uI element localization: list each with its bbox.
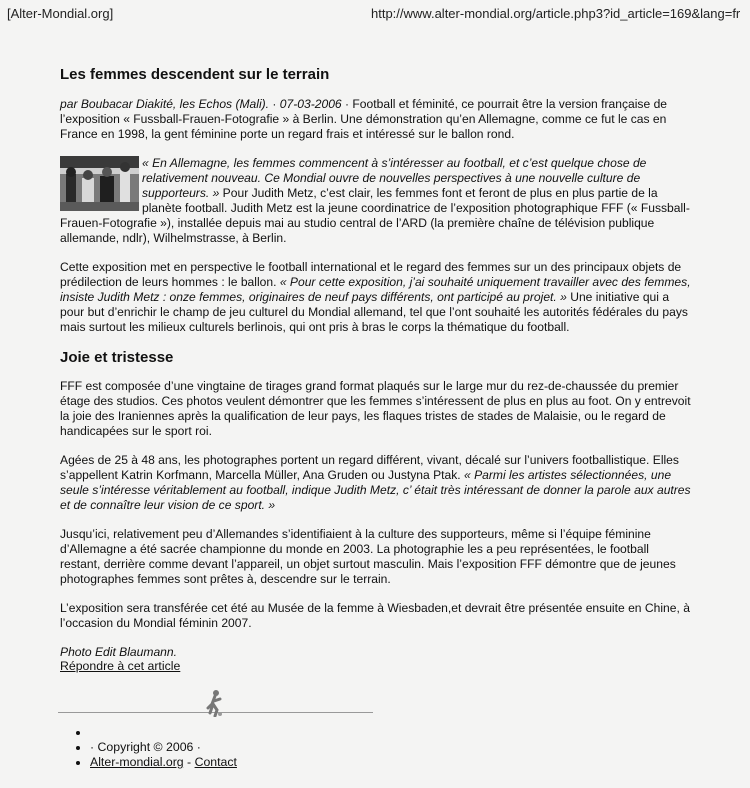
copyright-text: · Copyright © 2006 ·: [90, 740, 201, 754]
paragraph-4-start: Agées de 25 à 48 ans, les photographes portent un regard différent, vivant, décalé sur l’univers footballistique. Elles s’appellent Katrin Korfmann, Marcella Müller, Ana Gruden ou Justyna Ptak.: [60, 453, 679, 482]
article-photo: [60, 156, 139, 211]
reply-link[interactable]: Répondre à cet article: [60, 659, 181, 673]
footer-item-copyright: [90, 740, 237, 755]
byline-author: par Boubacar Diakité, les Echos (Mali).: [60, 97, 270, 111]
contact-link[interactable]: Contact: [194, 755, 237, 769]
paragraph-2-end: Une initiative qui a pour but d’enrichir le champ de jeu culturel du Mondial allemand, tel que l’ont souhaité les autorités fédérales du pays mais surtout les milieux culturels berlinois, qui ont pris à bras le corps la thématique du football.: [60, 290, 688, 334]
page-url: http://www.alter-mondial.org/article.php3?id_article=169&lang=fr: [371, 6, 741, 21]
quote-3: « Parmi les artistes sélectionnées, une seule s’intéresse véritablement au football, indique Judith Metz, c’ était très intéressant de donner la parole aux autres et de connaître leur vision de ce sport. »: [60, 468, 691, 512]
intro-text: · Football et féminité, ce pourrait être la version française de l’exposition « Fussball-Frauen-Fotografie » à Berlin. Une démonstration qu’en Allemagne, comme ce fut le cas en France en 1998, la gent féminine porte un regard frais et intéressé sur le ballon rond.: [60, 97, 668, 141]
footer-item-links: [90, 755, 237, 770]
site-label: [Alter-Mondial.org]: [7, 6, 114, 21]
article-intro: [60, 97, 692, 142]
article-date: 07-03-2006: [279, 97, 342, 111]
footer-item-empty: [90, 725, 237, 740]
footer-list: [80, 725, 237, 770]
paragraph-5: Jusqu’ici, relativement peu d’Allemandes s’identifiaient à la culture des supporteurs, même si l’équipe féminine d’Allemagne a été sacrée championne du monde en 2003. La photographie les a peu représentées, le football restant, derrière comme devant l’appareil, un objet surtout masculin. Mais l’exposition FFF démontre que de jeunes photographes femmes sont prêtes à, descendre sur le terrain.: [60, 527, 676, 586]
photo-credit: Photo Edit Blaumann.: [60, 645, 177, 659]
byline-separator: ·: [269, 97, 280, 111]
paragraph-1-text: Pour Judith Metz, c’est clair, les femmes font et feront de plus en plus partie de la planète football. Judith Metz est la jeune coordinatrice de l’exposition photographique FFF (« Fussball-Frauen-Fotografie »), installée depuis mai au studio central de l’ARD (la première chaîne de télévision publique allemande, ndlr), Wilhelmstrasse, à Berlin.: [60, 186, 690, 245]
quote-2: « Pour cette exposition, j’ai souhaité uniquement travailler avec des femmes, insiste Judith Metz : onze femmes, originaires de neuf pays différents, ont participé au projet. »: [60, 275, 691, 304]
section-title: Joie et tristesse: [60, 349, 174, 366]
footer: [80, 725, 237, 770]
paragraph-1: [60, 156, 692, 246]
soccer-player-icon: [205, 689, 225, 717]
paragraph-3: FFF est composée d’une vingtaine de tirages grand format plaqués sur le large mur du rez-de-chaussée du premier étage des studios. Ces photos veulent démontrer que les femmes s’intéressent de plus en plus au foot. On y entrevoit la joie des Iraniennes après la qualification de leur pays, les flaques tristes de stades de Malaisie, ou le regard de handicapées sur le sport roi.: [60, 379, 691, 438]
paragraph-4: [60, 453, 692, 513]
paragraph-2: [60, 260, 692, 335]
article: [60, 66, 692, 674]
article-title: Les femmes descendent sur le terrain: [60, 66, 330, 83]
quote-1: « En Allemagne, les femmes commencent à s’intéresser au football, et c’est quelque chose de relativement nouveau. Ce Mondial ouvre de nouvelles perspectives à une nouvelle culture de supporteurs. »: [142, 156, 647, 200]
footer-separator: -: [183, 755, 195, 769]
paragraph-6: L’exposition sera transférée cet été au Musée de la femme à Wiesbaden,et devrait être présentée ensuite en Chine, à l’occasion du Mondial féminin 2007.: [60, 601, 690, 630]
paragraph-2-start: Cette exposition met en perspective le football international et le regard des femmes sur un des principaux objets de prédilection de leurs hommes : le ballon.: [60, 260, 682, 289]
site-link[interactable]: Alter-mondial.org: [90, 755, 184, 769]
